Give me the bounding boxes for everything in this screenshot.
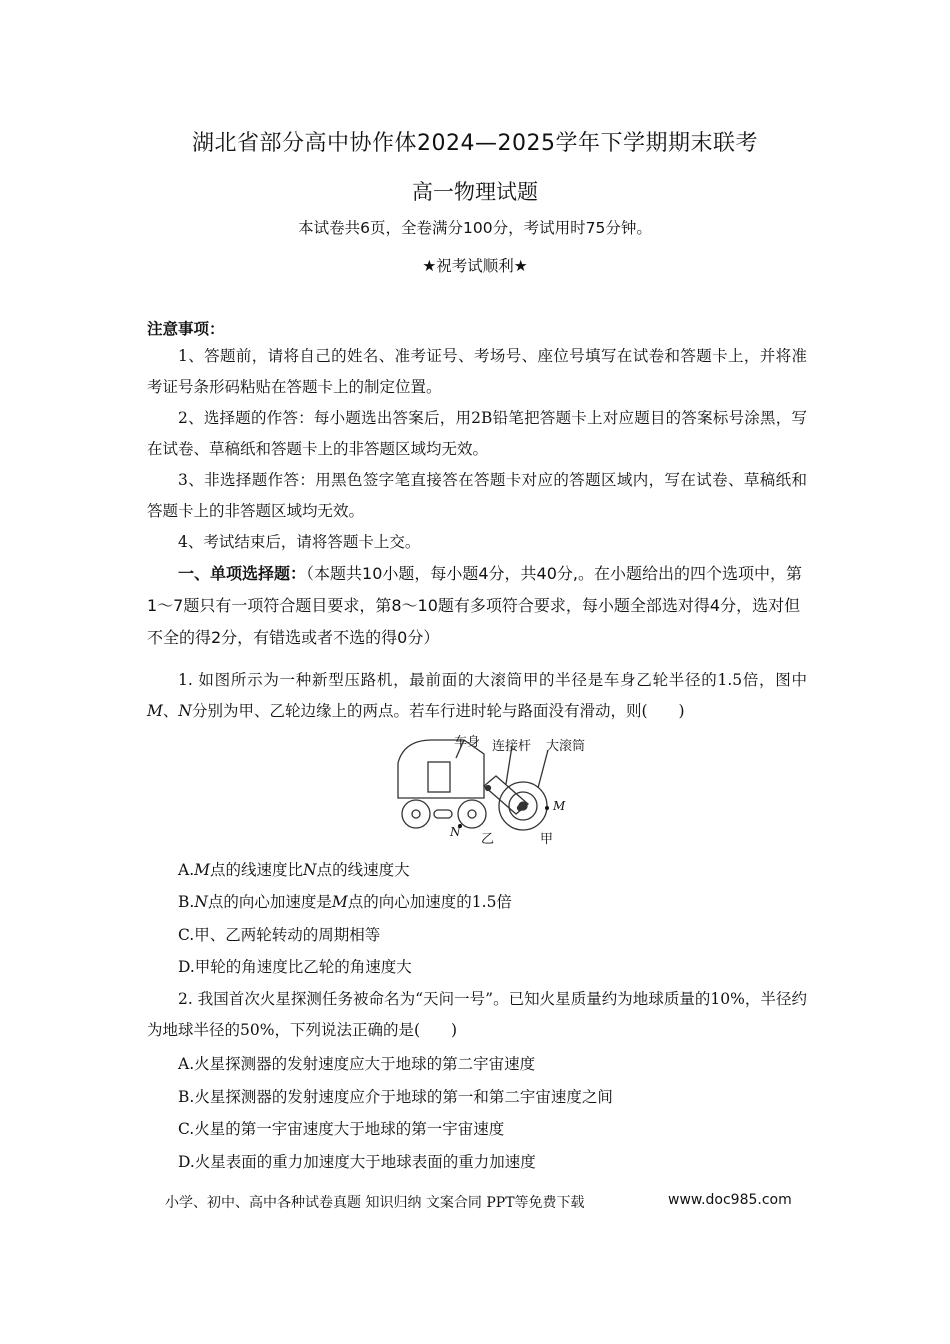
exam-subtitle: 高一物理试题: [412, 180, 538, 204]
q1a-end: 点的线速度大: [316, 861, 410, 879]
label-n: N: [450, 825, 461, 839]
q1a-mid: 点的线速度比: [210, 861, 304, 879]
notes-heading: 注意事项：: [147, 320, 225, 338]
q1-sep: 、: [162, 702, 179, 720]
label-body: 车身: [454, 735, 481, 750]
question-2-stem: 2. 我国首次火星探测任务被命名为“天问一号”。已知火星质量约为地球质量的10%，半径约为地球半径的50%，下列说法正确的是( ): [147, 990, 807, 1039]
footer-site-link[interactable]: www.doc985.com: [668, 1192, 792, 1208]
roller-window: [428, 762, 450, 792]
q1b-mid: 点的向心加速度是: [207, 893, 332, 911]
q1-stem-a: 1. 如图所示为一种新型压路机，最前面的大滚筒甲的半径是车身乙轮半径的1.5倍，图中: [178, 671, 807, 689]
label-yi: 乙: [481, 832, 495, 847]
q1-option-b: [178, 890, 512, 912]
drum-label-leader: [538, 750, 548, 788]
question-1-stem: [147, 665, 807, 727]
note-item-3: 3、非选择题作答：用黑色签字笔直接答在答题卡对应的答题区域内，写在试卷、草稿纸和答题卡上的非答题区域均无效。: [147, 471, 807, 520]
exam-info: 本试卷共6页，全卷满分100分，考试用时75分钟。: [298, 219, 652, 237]
q1b-n: N: [194, 893, 208, 911]
rod-pivot-front: [486, 786, 491, 791]
q1-stem-b: 分别为甲、乙轮边缘上的两点。若车行进时轮与路面没有滑动，则( ): [191, 702, 685, 720]
footer-text: 小学、初中、高中各种试卷真题 知识归纳 文案合同 PPT等免费下载: [165, 1195, 585, 1211]
q1a-n: N: [303, 861, 317, 879]
q2-option-b: B.火星探测器的发射速度应介于地球的第一和第二宇宙速度之间: [178, 1088, 613, 1106]
axle-connector: [434, 810, 452, 818]
section-1-desc: （本题共10小题，每小题4分，共40分,。在小题给出的四个选项中，第1～7题只有一项符合题目要求，第8～10题有多项符合要求，每小题全部选对得4分，选对但不全的得2分，有错选或者不选的得0分）: [147, 564, 803, 647]
rear-wheel-left: [402, 800, 430, 828]
q2-option-d: D.火星表面的重力加速度大于地球表面的重力加速度: [178, 1153, 536, 1171]
rear-wheel-left-hub: [412, 810, 420, 818]
q1b-m: M: [331, 893, 348, 911]
q1a-prefix: A.: [178, 861, 195, 879]
good-luck-line: ★祝考试顺利★: [422, 257, 528, 275]
note-item-4: 4、考试结束后，请将答题卡上交。: [178, 533, 421, 551]
note-item-1: 1、答题前，请将自己的姓名、准考证号、考场号、座位号填写在试卷和答题卡上，并将准考证号条形码粘贴在答题卡上的制定位置。: [147, 347, 807, 396]
rear-wheel-right-hub: [468, 810, 476, 818]
road-roller-diagram: [388, 728, 608, 848]
q1-var-n: N: [178, 702, 192, 720]
label-jia: 甲: [540, 832, 554, 847]
section-1-label: 一、单项选择题：: [178, 564, 307, 583]
exam-title: 湖北省部分高中协作体2024—2025学年下学期期末联考: [192, 131, 758, 156]
label-drum: 大滚筒: [546, 739, 586, 754]
section-1-header: [147, 558, 807, 654]
label-m: M: [553, 799, 566, 813]
label-rod: 连接杆: [492, 739, 532, 754]
q1-option-d: D.甲轮的角速度比乙轮的角速度大: [178, 958, 412, 976]
road-roller-figure: [388, 728, 608, 852]
q1b-prefix: B.: [178, 893, 195, 911]
q2-option-c: C.火星的第一宇宙速度大于地球的第一宇宙速度: [178, 1120, 505, 1138]
point-m-dot: [545, 806, 549, 810]
note-item-2: 2、选择题的作答：每小题选出答案后，用2B铅笔把答题卡上对应题目的答案标号涂黑，写在试卷、草稿纸和答题卡上的非答题区域均无效。: [147, 409, 807, 458]
big-drum-hub: [519, 802, 527, 810]
q1a-m: M: [194, 861, 210, 879]
page-footer: [165, 1192, 805, 1212]
rear-wheel-right: [458, 800, 486, 828]
q1-var-m: M: [147, 702, 163, 720]
q2-option-a: A.火星探测器的发射速度应大于地球的第二宇宙速度: [178, 1055, 536, 1073]
q1b-end: 点的向心加速度的1.5倍: [347, 893, 512, 911]
q1-option-c: C.甲、乙两轮转动的周期相等: [178, 926, 381, 944]
q1-option-a: [178, 858, 410, 880]
